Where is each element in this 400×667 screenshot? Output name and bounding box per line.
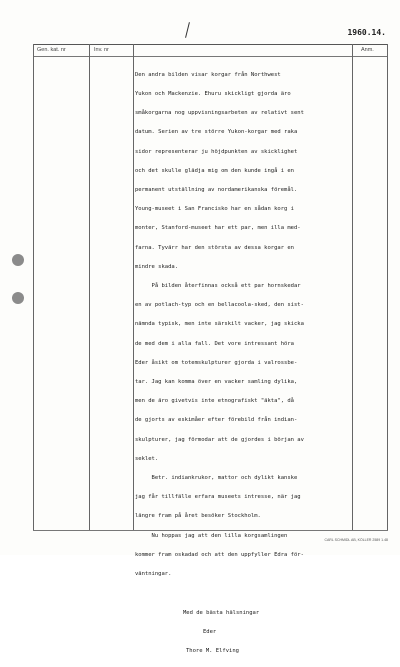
letter-line: skulpturer, jag förmodar att de gjordes i början av (135, 436, 304, 443)
column-divider (352, 44, 353, 530)
letter-line: farna. Tyvärr har den största av dessa korgar en (135, 244, 294, 251)
punch-hole (12, 292, 24, 304)
letter-line: väntningar. (135, 571, 172, 578)
column-divider (133, 44, 134, 530)
letter-line: Yukon och Mackenzie. Ehuru skickligt gjorda äro (135, 91, 291, 98)
column-header-gen-kat-nr: Gen. kat. nr (37, 47, 66, 53)
column-header-inv-nr: Inv. nr (94, 47, 109, 53)
printer-code: CARL SCHMIDL AB, KÖLLER 2589 1.48 (324, 538, 388, 542)
letter-line: småkorgarna nog uppvisningsarbeten av relativt sent (135, 110, 304, 117)
column-header-anm: Anm. (361, 47, 374, 53)
form-top-rule (33, 44, 388, 45)
letter-line: datum. Serien av tre större Yukon-korgar med raka (135, 129, 298, 136)
handwritten-slash-mark (185, 22, 190, 38)
form-header-rule (33, 56, 388, 57)
letter-line: de med dem i alla fall. Det vore intressant höra (135, 340, 294, 347)
letter-line: men de äro givetvis inte etnografiskt "äkta", då (135, 398, 294, 405)
letter-line: en av potlach-typ och en bellacoola-sked, den sist- (135, 302, 304, 309)
letter-line: de gjorts av eskimåer efter förebild från indian- (135, 417, 298, 424)
letter-line: seklet. (135, 455, 159, 462)
column-divider (89, 44, 90, 530)
letter-line: kommer fram oskadad och att den uppfyller Edra för- (135, 551, 304, 558)
letter-line: Den andra bilden visar korgar från Northwest (135, 71, 281, 78)
column-divider (33, 44, 34, 530)
letter-line: Nu hoppas jag att den lilla korgsamlingen (135, 532, 288, 539)
page-id: 1960.14. (347, 28, 386, 37)
punch-hole (12, 254, 24, 266)
letter-line: tar. Jag kan komma över en vacker samling dylika, (135, 379, 298, 386)
letter-line: monter, Stanford-museet har ett par, men illa med- (135, 225, 301, 232)
letter-line: mindre skada. (135, 263, 179, 270)
letter-line: permanent utställning av nordamerikanska föremål. (135, 187, 298, 194)
letter-line: sidor representerar ju höjdpunkten av skicklighet (135, 148, 298, 155)
letter-body (135, 59, 351, 667)
letter-line: På bilden återfinnas också ett par hornskedar (135, 283, 301, 290)
letter-line: Young-museet i San Francisko har en sådan korg i (135, 206, 294, 213)
letter-closing-eder: Eder (203, 628, 217, 635)
column-divider (387, 44, 388, 530)
letter-line: Betr. indiankrukor, mattor och dylikt kanske (135, 475, 298, 482)
letter-line: Eder åsikt om totemskulpturer gjorda i valrossbe- (135, 359, 298, 366)
letter-line: jag får tillfälle erfara museets intresse, när jag (135, 494, 301, 501)
letter-closing: Med de bästa hälsningar (183, 609, 260, 616)
letter-line: längre fram på året besöker Stockholm. (135, 513, 261, 520)
letter-signature: Thore M. Elfving (186, 647, 239, 654)
letter-line: och det skulle glädja mig om den kunde ingå i en (135, 167, 294, 174)
letter-line: nämnda typisk, men inte särskilt vacker, jag skicka (135, 321, 304, 328)
